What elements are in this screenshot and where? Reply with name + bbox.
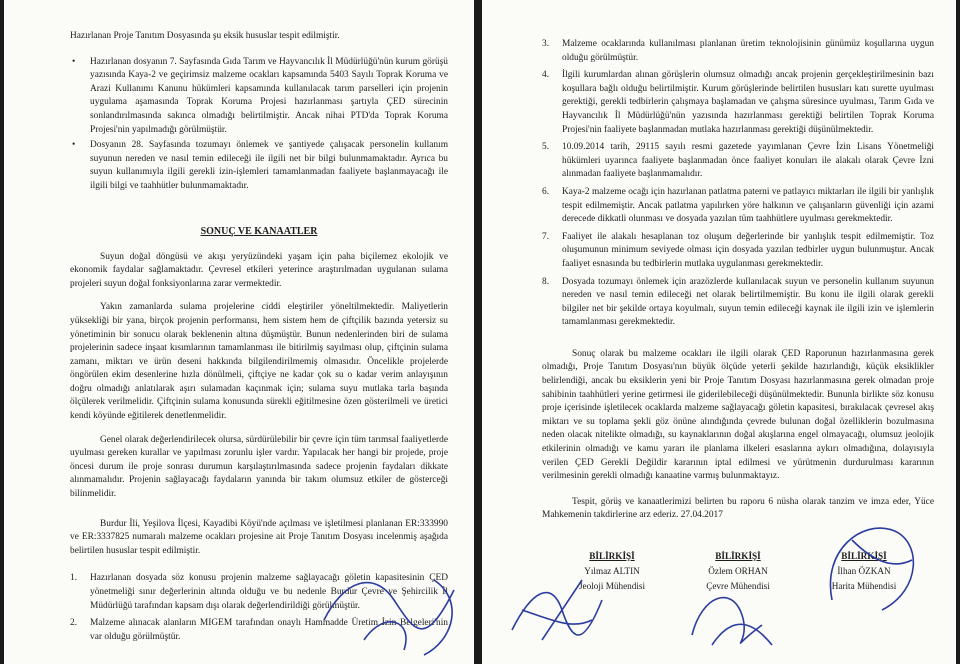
item-number: 6. xyxy=(542,186,550,197)
signatory-name: Yılmaz ALTIN xyxy=(584,566,640,576)
paragraph: Genel olarak değerlendirilecek olursa, sürdürülebilir bir çevre için tüm tarımsal faaliyetlerde uyulması gereken kurallar ve yapılması zorunlu işler vardır. Yapılacak her hangi bir projede, proje öncesi durum ile proje sonrası durumun karşılaştırılmasında sadece projenin faydaları dikkate alınmamalıdır. Projenin sağlayacağı faydaların yanında bir takım olumsuz etkiler de gösterceği bilinmelidir. xyxy=(70,434,448,500)
signatory-3 xyxy=(804,549,924,594)
item-number: 5. xyxy=(542,142,550,153)
bullet-text: Hazırlanan dosyanın 7. Sayfasında Gıda Tarım ve Hayvancılık İl Müdürlüğü'nün kurum görüşü yazısında Kaya-2 ve geçirimsiz malzeme ocakları kapsamında 5403 Sayılı Toprak Koruma ve Arazi Kullanımı Kanunu hükümleri kapsamında kullanılacak tarım parselleri için projenin uygulama aşamasında Toprak Koruma Projesi hazırlanması şartıyla ÇED sürecinin sonlandırılmasında sakınca olmadığı belirtilmiştir. Ancak nihai PTD'da Toprak Koruma Projesi'nin yapılmadığı görülmüştür. xyxy=(90,56,448,135)
item-text: Malzeme ocaklarında kullanılması planlanan üretim teknolojisinin günümüz koşullarına uygun olduğu görülmüştür. xyxy=(562,39,934,63)
page-fold xyxy=(474,0,482,664)
findings-list-left xyxy=(70,572,448,644)
right-page xyxy=(482,0,956,664)
bullet-icon: • xyxy=(72,56,76,67)
conclusion-paragraph: Sonuç olarak bu malzeme ocakları ile ilgili olarak ÇED Raporunun hazırlanmasına gerek olmadığı, Proje Tanıtım Dosyası'nın büyük ölçüde yeterli şekilde hazırlandığı, küçük eksiklikler belirlendiği, ancak bu eksiklerin yeni bir Proje Tanıtım Dosyası hazırlanmasına gerek olmadan proje sahibinin taahhütleri yerine getirmesi ile giderilebileceği düşünülmektedir. Bununla birlikte söz konusu proje içerisinde işletilecek ocaklarda malzeme sağlayacağı göletin kapasitesi, bırakılacak çevresel akış miktarı ve su toplama şekli göz önüne alındığında çevrede bulunan doğal özelliklerin bozulmasına neden olacak nitelikte olmadığı, su kaynaklarının doğal akışlarına engel olmayacağı, olumsuz jeolojik etkilerinin olmadığı ve kamu yararı ile planlama ilkeleri esaslarına aykırı olmadığına, dolayısıyla verilen ÇED Gerekli Değildir kararının iptal edilmesi ve yürütmenin durdurulması kararının verilmesinin gerekli olmadığı kanaatine varmış bulunmaktayız. xyxy=(542,348,934,482)
list-item xyxy=(542,276,934,330)
signatory-1 xyxy=(552,549,672,594)
signatory-2 xyxy=(678,549,798,594)
item-number: 2. xyxy=(70,618,78,629)
item-number: 3. xyxy=(542,39,550,49)
bullet-item xyxy=(70,56,448,138)
list-item xyxy=(70,572,448,613)
paragraph: Suyun doğal döngüsü ve akışı yeryüzündeki yaşam için paha biçilemez ekolojik ve ekonomik faydalar sağlamaktadır. Çevresel etkileri yeterince araştırılmadan uygulanan sulama projeleri suyun doğal fonksiyonlarına zarar vermektedir. xyxy=(70,251,448,289)
section-title: SONUÇ VE KANAATLER xyxy=(200,225,318,237)
bullet-item xyxy=(70,139,448,193)
signatory-title: Jeoloji Mühendisi xyxy=(578,581,646,591)
bullet-text: Dosyanın 28. Sayfasında tozumayı önlemek ve şantiyede çalışacak personelin kullanım suyunun nereden ve nasıl temin edileceği ile ilgili net bir bilgi bulunmamaktadır. Ayrıca bu suyun kullanımıyla ilgili gerekli izin-işlemleri tamamlanmadan faaliyete başlanmayacağı ile ilgili bilgi ve taahhütler bulunmamaktadır. xyxy=(90,140,448,191)
item-text: Dosyada tozumayı önlemek için arazözlerde kullanılacak suyun ve personelin kullanım suyunun nereden ve nasıl temin edileceği net olarak belirtilmemiştir. Bu konu ile ilgili olarak gerekli bilgiler net bir şekilde ortaya koyulmalı, suyun temin edileceği kaynak ile ilgili izin ve işlemlerin tamamlanması gerekmektedir. xyxy=(562,276,934,328)
intro-text: Hazırlanan Proje Tanıtım Dosyasında şu eksik hususlar tespit edilmiştir. xyxy=(70,31,340,41)
signatory-name: Özlem ORHAN xyxy=(708,566,768,576)
findings-list-right xyxy=(542,38,934,330)
item-number: 7. xyxy=(542,231,550,242)
signatory-role: BİLİRKİŞİ xyxy=(715,551,761,561)
item-text: İlgili kurumlardan alınan görüşlerin olumsuz olmadığı ancak projenin gerçekleştirilmesinin bazı koşullara bağlı olduğu belirtilmiştir. Kurum görüşlerinde belirtilen hususları katı surette uyulması gerektiği, gerekli tedbirlerin çalışmaya başlamadan ve çalışma süresince uyulması, Tarım Gıda ve Hayvancılık İl Müdürlüğü'nün yazısında hazırlanması gerektiği belirtilen Toprak Koruma Projesi'nin faaliyete başlanmadan mutlaka hazırlanması gerektiği düşünülmektedir. xyxy=(562,70,934,135)
signatory-role: BİLİRKİŞİ xyxy=(589,551,635,561)
list-item xyxy=(542,231,934,272)
left-page xyxy=(4,0,474,664)
item-text: Hazırlanan dosyada söz konusu projenin malzeme sağlayacağı göletin kapasitesinin ÇED yönetmeliği sınır değerlerinin altında olduğu ve bu nedenle Burdur Çevre ve Şehircilik İl Müdürlüğü tarafından kapsam dışı olarak değerlendirildiği görülmüştür. xyxy=(90,573,448,611)
list-item xyxy=(542,186,934,227)
bullet-icon: • xyxy=(72,140,76,151)
signatory-title: Harita Mühendisi xyxy=(831,581,897,591)
item-number: 4. xyxy=(542,70,550,81)
item-text: Kaya-2 malzeme ocağı için hazırlanan patlatma paterni ve patlayıcı miktarları ile ilgili bir yanlışlık tespit edilmemiştir. Ancak patlatma yapılırken yöre halkının ve çalışanların güvenliği için azami derecede dikkatli olunması ve dosyada yazılan tüm taahhütlere uyulması gerekmektedir. xyxy=(562,186,934,225)
list-item xyxy=(542,38,934,65)
list-item xyxy=(70,617,448,644)
signatory-title: Çevre Mühendisi xyxy=(706,581,770,591)
signatory-role: BİLİRKİŞİ xyxy=(841,551,887,561)
paragraph: Yakın zamanlarda sulama projelerine ciddi eleştiriler yöneltilmektedir. Maliyetlerin yüksekliği bir yana, birçok projenin performansı, hem sistem hem de çiftçilik bazında yetersiz su yönetiminin bir sonucu olarak beklenenin altına düşmüştür. Bunun nedenlerinden biri de sulama projelerinin sadece inşaat kısımlarının tamamlanması ile bitirilmiş sayılması olup, çiftçinin sulama zamanı, miktarı ve ürün deseni hakkında bilgilendirilmemiş olmasıdır. Öncelikle projelerde öngörülen ekim desenlerine hızla dönülmeli, çiftçiye ne kadar çok su o kadar verim anlayışının doğru olmadığı anlatılarak aşırı sulamadan kaçınmak için; sulama suyu mutlaka tarla başında ölçülerek verilmelidir. Çiftçinin sulama konusunda sürekli eğitilmesine özen gösterilmeli ve üretici kendi köyünde eğitilerek denetlenmelidir. xyxy=(70,302,448,422)
item-text: Malzeme alınacak alanların MIGEM tarafından onaylı Hammadde Üretim İzin Belgeleri'nin var olduğu görülmüştür. xyxy=(90,618,448,642)
list-item xyxy=(542,69,934,137)
item-text: Faaliyet ile alakalı hesaplanan toz oluşum değerlerinde bir yanlışlık tespit edilmemiştir. Toz oluşumunun minimum seviyede olması için dosyada yazılan tedbirler uygun bulunmuştur. Ancak faaliyet esnasında bu tedbirlerin mutlaka uygulanması gerekmektedir. xyxy=(562,231,934,269)
item-number: 1. xyxy=(70,573,78,584)
signature-block xyxy=(542,549,934,594)
item-number: 8. xyxy=(542,276,550,287)
closing-paragraph: Tespit, görüş ve kanaatlerimizi belirten bu raporu 6 nüsha olarak tanzim ve imza eder, Yüce Mahkemenin takdirlerine arz ederiz. 27.04.2017 xyxy=(542,496,934,521)
signatory-name: İlhan ÖZKAN xyxy=(837,566,891,576)
paragraph: Burdur İli, Yeşilova İlçesi, Kayadibi Köyü'nde açılması ve işletilmesi planlanan ER:333990 ve ER:3337825 numaralı malzeme ocakları projesine ait Proje Tanıtım Dosyası incelenmiş aşağıda belirtilen hususlar tespit edilmiştir. xyxy=(70,518,448,556)
item-text: 10.09.2014 tarih, 29115 sayılı resmi gazetede yayımlanan Çevre İzin Lisans Yönetmeliği hükümleri uyarınca faaliyete başlanmadan önce faaliyet konuları ile alakalı olarak Çevre İzni alınmadan faaliyete başlanmamalıdır. xyxy=(562,142,934,180)
list-item xyxy=(542,141,934,182)
